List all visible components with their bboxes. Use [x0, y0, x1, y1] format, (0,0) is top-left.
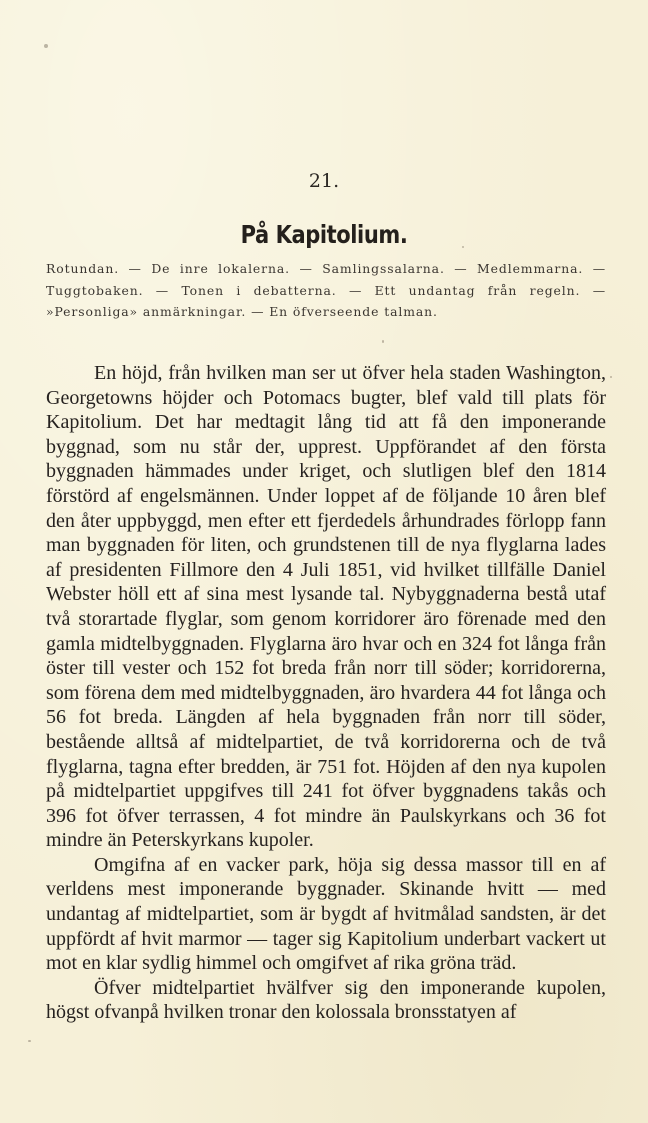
chapter-title: På Kapitolium. — [240, 220, 408, 249]
paragraph: Öfver midtelpartiet hvälfver sig den imponerande kupolen, högst ofvanpå hvilken tronar den kolossala bronsstatyen af — [46, 976, 606, 1024]
chapter-summary: Rotundan. — De inre lokalerna. — Samlingssalarna. — Medlemmarna. — Tuggtobaken. — Tonen i debatterna. — Ett undantag från regeln. — »Personliga» anmärkningar. — En öfverseende talman. — [46, 261, 606, 319]
paper-speck — [382, 340, 384, 343]
paper-speck — [610, 376, 612, 378]
paragraph: Omgifna af en vacker park, höja sig dessa massor till en af verldens mest imponerande byggnader. Skinande hvitt — med undantag af midtelpartiet, som är bygdt af hvitmålad sandsten, är det uppfördt af hvit marmor — tager sig Kapitolium underbart vackert ut mot en klar sydlig himmel och omgifvet af rika gröna träd. — [46, 853, 606, 975]
page-number: 21. — [308, 170, 340, 192]
paper-speck — [44, 44, 48, 48]
body-text — [46, 361, 606, 1025]
paper-speck — [28, 1040, 31, 1042]
paragraph: En höjd, från hvilken man ser ut öfver hela staden Washington, Georgetowns höjder och Potomacs bugter, blef vald till plats för Kapitolium. Det har medtagit lång tid att få den imponerande byggnad, som nu står der, upprest. Uppförandet af den första byggnaden hämmades under kriget, och slutligen blef den 1814 förstörd af engelsmännen. Under loppet af de följande 10 åren blef den åter uppbyggd, men efter ett fjerdedels århundrades förlopp fann man byggnaden för liten, och grundstenen till de nya flyglarna lades af presidenten Fillmore den 4 Juli 1851, vid hvilket tillfälle Daniel Webster höll ett af sina mest lysande tal. Nybyggnaderna bestå utaf två storartade flyglar, som genom korridorer äro förenade med den gamla midtelbyggnaden. Flyglarna äro hvar och en 324 fot långa från öster till vester och 152 fot breda från norr till söder; korridorerna, som förena dem med midtelbyggnaden, äro hvardera 44 fot långa och 56 fot breda. Längden af hela byggnaden från norr till söder, bestående alltså af midtelpartiet, de två korridorerna och de två flyglarna, tagna efter bredden, är 751 fot. Höjden af den nya kupolen på midtelpartiet uppgifves till 241 fot öfver byggnadens takås och 396 fot öfver terrassen, 4 fot mindre än Paulskyrkans och 36 fot mindre än Peterskyrkans kupoler. — [46, 362, 606, 852]
